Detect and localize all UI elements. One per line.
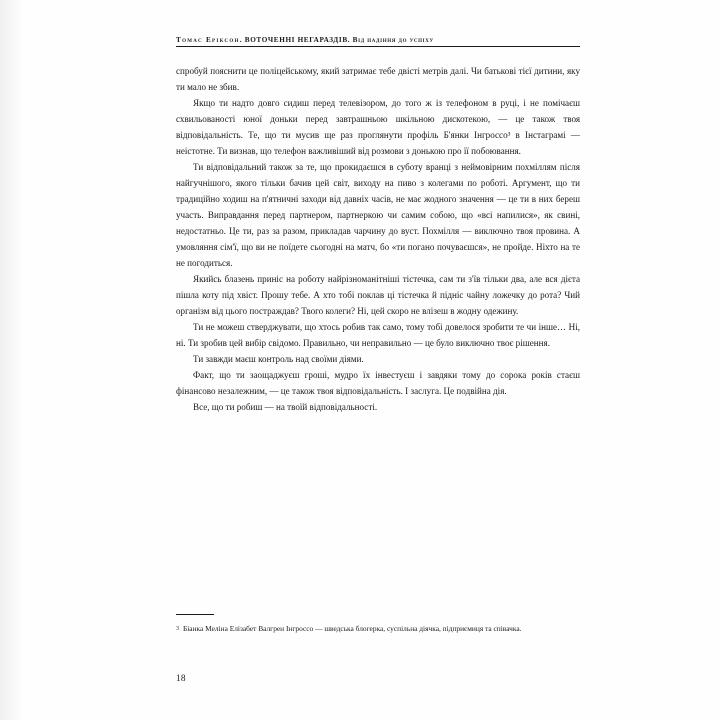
running-head-title: ВОТОЧЕННІ НЕГАРАЗДІВ. Від падіння до успіху [244, 36, 434, 44]
paragraph: Ти завжди маєш контроль над своїми діями. [193, 354, 364, 364]
paragraph: спробуй пояснити це поліцейському, який затримає тебе двісті метрів далі. Чи батькові тієї дитини, яку ти мало не збив. [176, 66, 580, 92]
page-content-column [176, 36, 580, 415]
page-spine-shadow [0, 0, 24, 720]
paragraph: Якийсь блазень приніс на роботу найрізноманітніші тістечка, сам ти з'їв тільки два, але вся дієта пішла коту під хвіст. Прошу тебе. А хто тобі поклав ці тістечка й підніс чайну ложечку до рота? Чий організм від цього постраждав? Твого колеги? Ні, цей скоро не влізеш в жодну одежину. [176, 274, 580, 316]
footnote-marker: 3 [176, 626, 179, 632]
paragraph: Ти не можеш стверджувати, що хтось робив так само, тому тобі довелося зробити те чи інше… Ні, ні. Ти зробив цей вибір свідомо. Правильно, чи неправильно — це було виключно твоє рішення. [176, 322, 580, 348]
running-head-author: Томас Еріксон. [176, 36, 243, 44]
paragraph: Все, що ти робиш — на твоїй відповідальності. [193, 402, 378, 412]
footnote-area [176, 614, 580, 635]
page-number: 18 [176, 674, 186, 684]
footnote-text: Біанка Меліна Елізабет Валгрен Інгроссо — шведська блогерка, суспільна діячка, підприємиця та співачка. [183, 624, 522, 633]
footnote [176, 623, 580, 635]
header-rule [176, 46, 580, 47]
running-head [176, 36, 580, 44]
footnote-separator-rule [176, 614, 214, 615]
body-text [176, 63, 580, 415]
paragraph: Ти відповідальний також за те, що прокидаєшся в суботу вранці з неймовірним похміллям після найгучнішого, якого тільки бачив цей світ, виходу на пиво з колегами по роботі. Аргумент, що ти традиційно ходиш на п'ятничні заходи від давніх часів, не має жодного значення — це ти в них береш участь. Виправдання перед партнером, партнеркою чи самим собою, що «всі напилися», як свині, недостатньо. Це ти, раз за разом, прикладав чарчину до вуст. Похмілля — виключно твоя провина. А умовляння сім'ї, що ви не поїдете сьогодні на матч, бо «ти погано почуваєшся», не пройде. Ніхто на те не погодиться. [176, 162, 580, 268]
paragraph: Факт, що ти заощаджуєш гроші, мудро їх інвестуєш і завдяки тому до сорока років стаєш фінансово незалежним, — це також твоя відповідальність. І заслуга. Це подвійна дія. [176, 370, 580, 396]
paragraph: Якщо ти надто довго сидиш перед телевізором, до того ж із телефоном в руці, і не помічаєш схвильованості юної доньки перед завтрашньою шкільною дискотекою, — це також твоя відповідальність. Те, що ти мусив ще раз проглянути профіль Б'янки Інгроссо³ в Інстаграмі — неістотне. Ти визнав, що телефон важливіший від розмови з донькою про її побоювання. [176, 98, 580, 156]
